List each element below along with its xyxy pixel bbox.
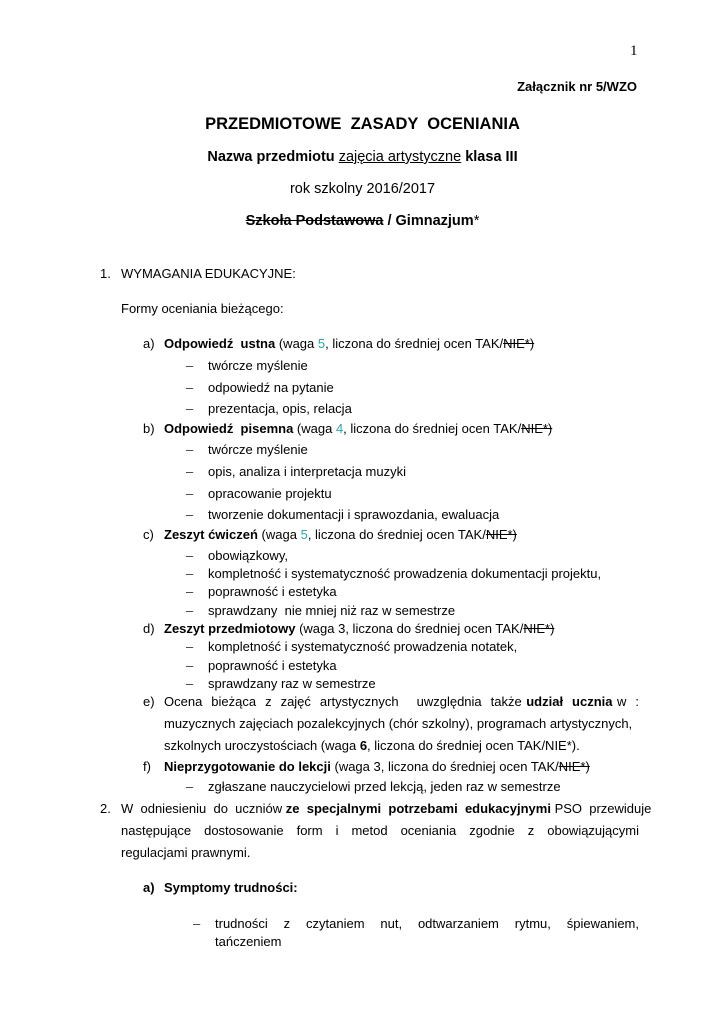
bullet-text: zgłaszane nauczycielowi przed lekcją, jeden raz w semestrze (208, 779, 561, 794)
school-type (0, 213, 725, 229)
item-heading (164, 621, 554, 636)
item-post: , liczona do średniej ocen TAK/ (343, 421, 522, 436)
dash-bullet: – (186, 358, 194, 373)
item-post: , liczona do średniej ocen TAK/ (325, 336, 504, 351)
sub-letter: a) (143, 880, 155, 895)
item-name: Odpowiedź ustna (164, 336, 276, 351)
symptom-line2: tańczeniem (215, 934, 282, 949)
subject-class: klasa III (465, 149, 518, 165)
section1-heading: WYMAGANIA EDUKACYJNE: (121, 266, 296, 281)
section2-text: następujące dostosowanie form i metod oceniania zgodnie z obowiązującymi (121, 823, 639, 838)
page-number: 1 (630, 43, 638, 59)
item-letter: b) (143, 421, 155, 436)
symptom-line1 (215, 916, 639, 931)
page-title: PRZEDMIOTOWE ZASADY OCENIANIA (205, 115, 520, 133)
dash-bullet: – (186, 486, 194, 501)
dash-bullet: – (186, 779, 194, 794)
dash-bullet: – (193, 916, 201, 931)
bullet-text: poprawność i estetyka (208, 658, 337, 673)
section2-text: PSO przewiduje (554, 801, 652, 816)
item-name: Nieprzygotowanie do lekcji (164, 759, 331, 774)
dash-bullet: – (186, 401, 194, 416)
item-struck: NIE*) (558, 759, 590, 774)
dash-bullet: – (186, 548, 194, 563)
item-struck: NIE*) (523, 621, 555, 636)
item-e-text: w : (617, 694, 639, 709)
bullet-text: opracowanie projektu (208, 486, 332, 501)
item-e-bold: udział ucznia (526, 694, 613, 709)
item-heading (164, 421, 552, 436)
item-letter: e) (143, 694, 155, 709)
item-struck: NIE*) (503, 336, 535, 351)
item-letter: d) (143, 621, 155, 636)
section2-text: W odniesieniu do uczniów (121, 801, 283, 816)
section2-number: 2. (100, 801, 111, 816)
bullet-text: kompletność i systematyczność prowadzenia notatek, (208, 639, 518, 654)
dash-bullet: – (186, 464, 194, 479)
bullet-text: obowiązkowy, (208, 548, 288, 563)
dash-bullet: – (186, 507, 194, 522)
section2-bold: ze specjalnymi potrzebami edukacyjnymi (285, 801, 551, 816)
dash-bullet: – (186, 442, 194, 457)
item-e-line3 (164, 738, 580, 753)
school-struck: Szkoła Podstawowa (245, 213, 384, 229)
dash-bullet: – (186, 658, 194, 673)
item-pre: (waga 3, liczona do średniej ocen TAK/ (295, 621, 524, 636)
item-pre: (waga (293, 421, 336, 436)
symptoms-title: Symptomy trudności: (164, 880, 298, 895)
forms-label: Formy oceniania bieżącego: (121, 301, 284, 316)
item-e-line2: muzycznych zajęciach pozalekcyjnych (chór szkolny), programach artystycznych, (164, 716, 633, 731)
item-e-line1 (164, 694, 639, 709)
item-letter: c) (143, 527, 154, 542)
dash-bullet: – (186, 603, 194, 618)
dash-bullet: – (186, 584, 194, 599)
bullet-text: prezentacja, opis, relacja (208, 401, 352, 416)
annex-label: Załącznik nr 5/WZO (517, 79, 637, 94)
bullet-text: opis, analiza i interpretacja muzyki (208, 464, 406, 479)
bullet-text: odpowiedź na pytanie (208, 380, 334, 395)
item-heading (164, 336, 534, 351)
dash-bullet: – (186, 676, 194, 691)
section1-number: 1. (100, 266, 111, 281)
subject-label: Nazwa przedmiotu (207, 149, 335, 165)
bullet-text: kompletność i systematyczność prowadzenia dokumentacji projektu, (208, 566, 602, 581)
item-pre: (waga (257, 527, 301, 542)
subject-name: zajęcia artystyczne (338, 149, 462, 165)
item-e-weight: 6 (359, 738, 368, 753)
item-e-text: , liczona do średniej ocen TAK/NIE*). (367, 738, 580, 753)
section2-line1 (121, 801, 652, 816)
item-pre: (waga (275, 336, 318, 351)
dash-bullet: – (186, 380, 194, 395)
bullet-text: twórcze myślenie (208, 442, 308, 457)
item-struck: NIE*) (485, 527, 517, 542)
school-year: rok szkolny 2016/2017 (289, 181, 436, 197)
bullet-text: sprawdzany raz w semestrze (208, 676, 376, 691)
dash-bullet: – (186, 566, 194, 581)
bullet-text: poprawność i estetyka (208, 584, 337, 599)
item-pre: (waga 3, liczona do średniej ocen TAK/ (330, 759, 559, 774)
item-struck: NIE*) (521, 421, 553, 436)
bullet-text: twórcze myślenie (208, 358, 308, 373)
item-weight: 4 (335, 421, 344, 436)
school-star: * (473, 213, 480, 229)
section2-line2 (121, 823, 639, 838)
section2-line3: regulacjami prawnymi. (121, 845, 251, 860)
bullet-text: sprawdzany nie mniej niż raz w semestrze (208, 603, 456, 618)
item-name: Zeszyt przedmiotowy (164, 621, 296, 636)
bullet-text: tworzenie dokumentacji i sprawozdania, ewaluacja (208, 507, 500, 522)
item-letter: f) (143, 759, 151, 774)
item-e-text: Ocena bieżąca z zajęć artystycznych uwzględnia także (164, 694, 522, 709)
item-post: , liczona do średniej ocen TAK/ (307, 527, 486, 542)
item-heading (164, 759, 590, 774)
item-weight: 5 (317, 336, 326, 351)
item-name: Zeszyt ćwiczeń (164, 527, 258, 542)
item-e-text: szkolnych uroczystościach (waga (164, 738, 360, 753)
item-letter: a) (143, 336, 155, 351)
school-rest: / Gimnazjum (383, 213, 474, 229)
subject-line (0, 149, 725, 165)
item-name: Odpowiedź pisemna (164, 421, 294, 436)
item-weight: 5 (300, 527, 308, 542)
symptom-text: trudności z czytaniem nut, odtwarzaniem rytmu, śpiewaniem, (215, 916, 639, 931)
dash-bullet: – (186, 639, 194, 654)
item-heading (164, 527, 517, 542)
